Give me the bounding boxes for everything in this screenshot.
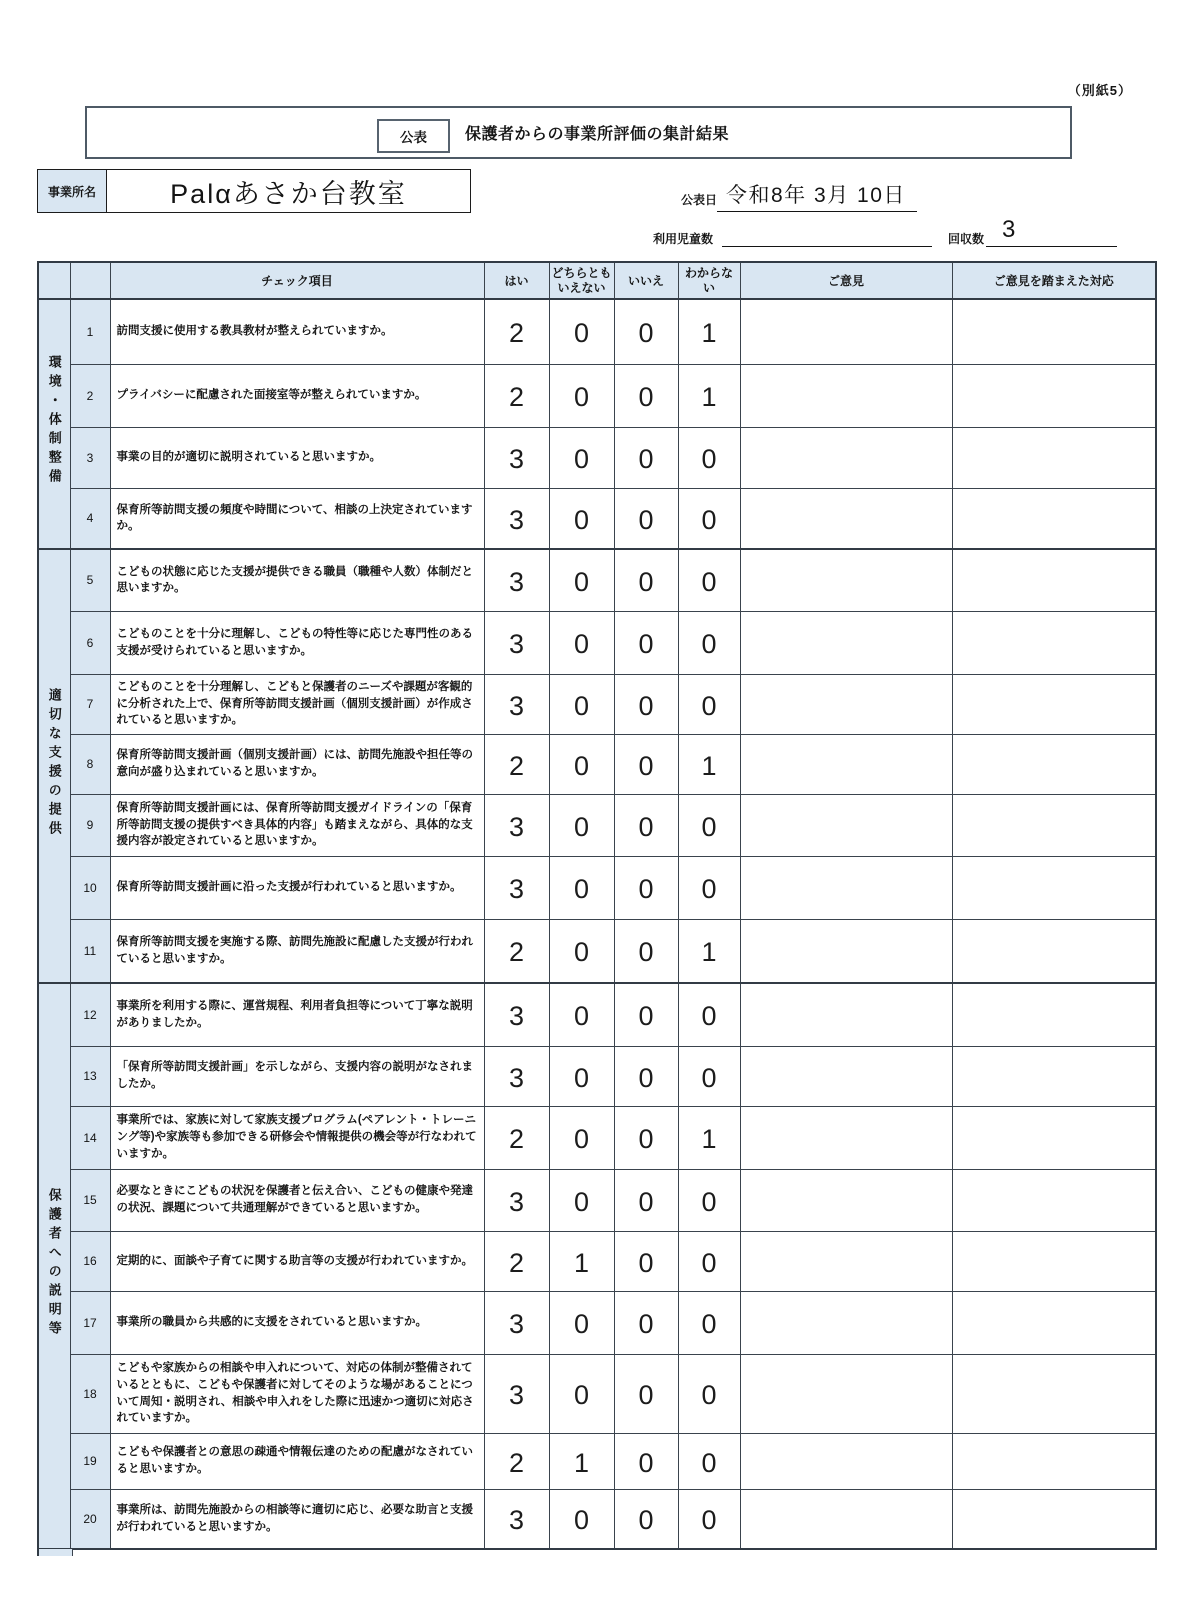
row-number: 13 [70,1046,110,1106]
count-no: 0 [614,299,678,364]
count-yes: 3 [484,1291,549,1354]
count-yes: 2 [484,1433,549,1489]
opinion-cell [740,1354,952,1433]
table-row [38,1433,1156,1489]
table-row [38,674,1156,734]
table-header-row [38,262,1156,299]
table-row [38,1231,1156,1291]
count-yes: 2 [484,734,549,794]
check-item: 事業所の職員から共感的に支援をされていると思いますか。 [110,1291,484,1354]
table-row [38,611,1156,674]
response-cell [952,1354,1156,1433]
table-row [38,983,1156,1046]
count-no: 0 [614,919,678,983]
row-number: 19 [70,1433,110,1489]
opinion-cell [740,856,952,919]
count-unknown: 0 [678,1433,740,1489]
count-yes: 3 [484,983,549,1046]
count-no: 0 [614,1354,678,1433]
table-row [38,734,1156,794]
table-row [38,488,1156,549]
count-unknown: 0 [678,1354,740,1433]
opinion-cell [740,734,952,794]
count-yes: 3 [484,1354,549,1433]
publish-stamp: 公表 [377,119,450,153]
opinion-cell [740,1433,952,1489]
response-cell [952,549,1156,611]
count-unknown: 0 [678,1231,740,1291]
count-yes: 2 [484,1231,549,1291]
count-neither: 0 [549,734,614,794]
count-unknown: 0 [678,611,740,674]
check-item: 保育所等訪問支援計画（個別支援計画）には、訪問先施設や担任等の意向が盛り込まれていると思いますか。 [110,734,484,794]
response-cell [952,734,1156,794]
category-cell-support [38,549,70,983]
count-neither: 0 [549,1046,614,1106]
count-unknown: 0 [678,427,740,488]
count-unknown: 0 [678,856,740,919]
count-yes: 3 [484,674,549,734]
count-neither: 1 [549,1433,614,1489]
header-blank-category [38,262,70,299]
row-number: 14 [70,1106,110,1169]
check-item: 保育所等訪問支援計画には、保育所等訪問支援ガイドラインの「保育所等訪問支援の提供すべき具体的内容」も踏まえながら、具体的な支援内容が設定されていると思いますか。 [110,794,484,856]
count-yes: 2 [484,299,549,364]
row-number: 10 [70,856,110,919]
row-number: 6 [70,611,110,674]
table-row [38,1354,1156,1433]
check-item: プライバシーに配慮された面接室等が整えられていますか。 [110,364,484,427]
count-yes: 3 [484,549,549,611]
check-item: 保育所等訪問支援の頻度や時間について、相談の上決定されていますか。 [110,488,484,549]
response-cell [952,611,1156,674]
attachment-note: （別紙5） [1067,83,1132,98]
count-neither: 0 [549,856,614,919]
opinion-cell [740,1169,952,1231]
table-row [38,1169,1156,1231]
check-item: こどものことを十分理解し、こどもと保護者のニーズや課題が客観的に分析された上で、保育所等訪問支援計画（個別支援計画）が作成されていると思いますか。 [110,674,484,734]
opinion-cell [740,794,952,856]
opinion-cell [740,1489,952,1549]
count-yes: 3 [484,1169,549,1231]
table-row [38,1046,1156,1106]
check-item: 事業所を利用する際に、運営規程、利用者負担等について丁寧な説明がありましたか。 [110,983,484,1046]
office-name-field [37,169,471,213]
count-neither: 0 [549,1489,614,1549]
collected-count-value: 3 [1002,216,1016,243]
check-item: 「保育所等訪問支援計画」を示しながら、支援内容の説明がなされましたか。 [110,1046,484,1106]
count-neither: 0 [549,1106,614,1169]
row-number: 18 [70,1354,110,1433]
count-neither: 0 [549,549,614,611]
count-neither: 0 [549,1169,614,1231]
office-name-label: 事業所名 [37,169,107,213]
check-item: こどもの状態に応じた支援が提供できる職員（職種や人数）体制だと思いますか。 [110,549,484,611]
opinion-cell [740,1291,952,1354]
check-item: 事業所は、訪問先施設からの相談等に適切に応じ、必要な助言と支援が行われていると思いますか。 [110,1489,484,1549]
opinion-cell [740,549,952,611]
count-neither: 0 [549,364,614,427]
count-no: 0 [614,364,678,427]
count-neither: 0 [549,794,614,856]
response-cell [952,364,1156,427]
opinion-cell [740,611,952,674]
count-unknown: 0 [678,1489,740,1549]
publish-date-label: 公表日 [681,193,718,207]
count-no: 0 [614,488,678,549]
count-neither: 0 [549,983,614,1046]
row-number: 2 [70,364,110,427]
count-neither: 0 [549,919,614,983]
count-no: 0 [614,1433,678,1489]
office-name-value: Palαあさか台教室 [107,169,471,213]
count-no: 0 [614,549,678,611]
count-no: 0 [614,1169,678,1231]
category-label: 環境・体制整備 [46,355,62,488]
count-unknown: 1 [678,734,740,794]
header-no: いいえ [614,262,678,299]
opinion-cell [740,1106,952,1169]
count-unknown: 0 [678,549,740,611]
table-row [38,299,1156,364]
response-cell [952,919,1156,983]
response-cell [952,299,1156,364]
count-no: 0 [614,1231,678,1291]
row-number: 5 [70,549,110,611]
row-number: 9 [70,794,110,856]
check-item: 保育所等訪問支援計画に沿った支援が行われていると思いますか。 [110,856,484,919]
count-neither: 1 [549,1231,614,1291]
count-no: 0 [614,611,678,674]
header-neither: どちらともいえない [549,262,614,299]
header-unknown: わからない [678,262,740,299]
table-row [38,427,1156,488]
count-neither: 0 [549,674,614,734]
count-neither: 0 [549,427,614,488]
count-unknown: 0 [678,488,740,549]
check-item: 保育所等訪問支援を実施する際、訪問先施設に配慮した支援が行われていると思いますか。 [110,919,484,983]
table-row [38,1291,1156,1354]
opinion-cell [740,1046,952,1106]
row-number: 15 [70,1169,110,1231]
count-no: 0 [614,1291,678,1354]
count-unknown: 0 [678,1169,740,1231]
row-number: 1 [70,299,110,364]
table-row [38,919,1156,983]
count-no: 0 [614,1106,678,1169]
count-no: 0 [614,794,678,856]
opinion-cell [740,919,952,983]
table-row [38,364,1156,427]
count-unknown: 0 [678,1046,740,1106]
count-no: 0 [614,427,678,488]
count-yes: 3 [484,794,549,856]
row-number: 16 [70,1231,110,1291]
count-unknown: 1 [678,919,740,983]
row-number: 17 [70,1291,110,1354]
collected-count-underline [986,246,1117,247]
response-cell [952,983,1156,1046]
check-item: こどものことを十分に理解し、こどもの特性等に応じた専門性のある支援が受けられていると思いますか。 [110,611,484,674]
publish-date-value: 令和8年 3月 10日 [726,184,906,207]
check-item: 事業の目的が適切に説明されていると思いますか。 [110,427,484,488]
count-yes: 3 [484,856,549,919]
row-number: 12 [70,983,110,1046]
row-number: 8 [70,734,110,794]
table-row [38,856,1156,919]
check-item: 定期的に、面談や子育てに関する助言等の支援が行われていますか。 [110,1231,484,1291]
count-neither: 0 [549,488,614,549]
category-cell-explanation [38,983,70,1549]
count-yes: 3 [484,427,549,488]
response-cell [952,1169,1156,1231]
count-unknown: 1 [678,1106,740,1169]
header-yes: はい [484,262,549,299]
count-no: 0 [614,856,678,919]
response-cell [952,1291,1156,1354]
count-neither: 0 [549,1354,614,1433]
response-cell [952,674,1156,734]
children-count-underline [722,246,932,247]
count-yes: 2 [484,1106,549,1169]
count-yes: 2 [484,919,549,983]
table-row [38,1489,1156,1549]
count-yes: 3 [484,611,549,674]
table-row [38,1106,1156,1169]
count-unknown: 1 [678,299,740,364]
collected-count-label: 回収数 [948,232,985,246]
opinion-cell [740,1231,952,1291]
count-unknown: 0 [678,1291,740,1354]
count-neither: 0 [549,1291,614,1354]
count-unknown: 0 [678,674,740,734]
count-no: 0 [614,674,678,734]
count-unknown: 0 [678,983,740,1046]
publish-date-underline [717,211,917,212]
count-yes: 3 [484,1046,549,1106]
opinion-cell [740,488,952,549]
response-cell [952,1106,1156,1169]
response-cell [952,1046,1156,1106]
count-unknown: 1 [678,364,740,427]
count-yes: 2 [484,364,549,427]
response-cell [952,1433,1156,1489]
row-number: 3 [70,427,110,488]
count-yes: 3 [484,1489,549,1549]
count-no: 0 [614,983,678,1046]
count-yes: 3 [484,488,549,549]
response-cell [952,794,1156,856]
category-label: 適切な支援の提供 [46,687,62,840]
opinion-cell [740,427,952,488]
check-item: 必要なときにこどもの状況を保護者と伝え合い、こどもの健康や発達の状況、課題について共通理解ができていると思いますか。 [110,1169,484,1231]
opinion-cell [740,299,952,364]
response-cell [952,1489,1156,1549]
opinion-cell [740,364,952,427]
check-item: 訪問支援に使用する教具教材が整えられていますか。 [110,299,484,364]
row-number: 20 [70,1489,110,1549]
table-row [38,794,1156,856]
count-no: 0 [614,1046,678,1106]
count-neither: 0 [549,611,614,674]
row-number: 7 [70,674,110,734]
header-opinion: ご意見 [740,262,952,299]
row-number: 4 [70,488,110,549]
category-label: 保護者への説明等 [46,1187,62,1340]
opinion-cell [740,983,952,1046]
response-cell [952,1231,1156,1291]
check-item: こどもや保護者との意思の疎通や情報伝達のための配慮がなされていると思いますか。 [110,1433,484,1489]
children-count-label: 利用児童数 [653,232,714,246]
category-cell-environment [38,299,70,549]
table-row [38,549,1156,611]
response-cell [952,427,1156,488]
evaluation-table [37,261,1157,1550]
category-column-continuation [37,1549,73,1556]
header-response: ご意見を踏まえた対応 [952,262,1156,299]
response-cell [952,856,1156,919]
title-box [85,106,1072,159]
header-blank-number [70,262,110,299]
count-no: 0 [614,1489,678,1549]
count-neither: 0 [549,299,614,364]
count-no: 0 [614,734,678,794]
check-item: こどもや家族からの相談や申入れについて、対応の体制が整備されているとともに、こどもや保護者に対してそのような場があることについて周知・説明され、相談や申入れをした際に迅速かつ適切に対応されていますか。 [110,1354,484,1433]
response-cell [952,488,1156,549]
count-unknown: 0 [678,794,740,856]
row-number: 11 [70,919,110,983]
page-title: 保護者からの事業所評価の集計結果 [465,126,730,143]
check-item: 事業所では、家族に対して家族支援プログラム(ペアレント・トレーニング等)や家族等も参加できる研修会や情報提供の機会等が行なわれていますか。 [110,1106,484,1169]
opinion-cell [740,674,952,734]
header-check-item: チェック項目 [110,262,484,299]
